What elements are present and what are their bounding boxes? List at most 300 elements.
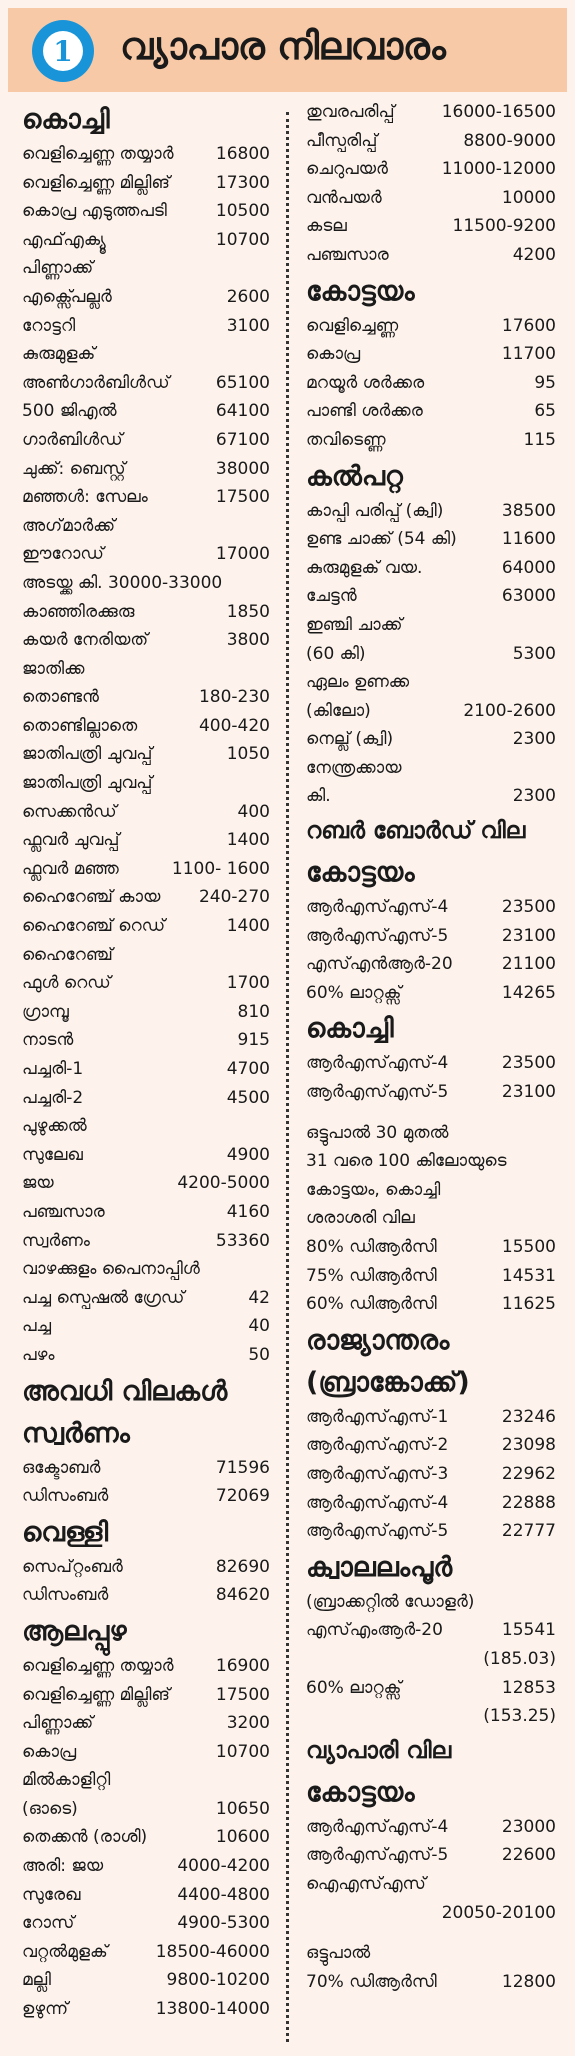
price-value: 10700 bbox=[215, 229, 270, 250]
price-row bbox=[22, 1198, 270, 1227]
price-value: 95 bbox=[534, 372, 556, 393]
price-row bbox=[306, 127, 556, 156]
price-label: കയർ നേരിയത് bbox=[22, 630, 149, 651]
price-value: 15500 bbox=[501, 1237, 556, 1257]
price-value: 64000 bbox=[501, 557, 556, 578]
price-list-bangkok bbox=[306, 1403, 556, 1546]
price-row bbox=[306, 155, 556, 184]
price-row bbox=[306, 640, 556, 669]
iss-label: ഐഎസ്എസ് bbox=[306, 1873, 426, 1894]
price-label: ഫ്ലവർ ചുവപ്പ് bbox=[22, 830, 120, 851]
price-label: കുരുമുളക് bbox=[22, 344, 96, 365]
price-row bbox=[22, 283, 270, 312]
price-label: കാഞ്ഞിരക്കുരു bbox=[22, 601, 135, 622]
price-label: സെപ്റ്റംബർ bbox=[22, 1556, 123, 1577]
price-label: സ്വർണം bbox=[22, 1230, 90, 1251]
price-value: 50 bbox=[248, 1344, 270, 1365]
price-value: 65100 bbox=[215, 372, 270, 393]
price-label: സുരേഖ bbox=[22, 1884, 81, 1905]
price-value: 915 bbox=[237, 1030, 270, 1051]
price-row bbox=[306, 893, 556, 922]
usd-value: (185.03) bbox=[483, 1648, 556, 1669]
price-value: 11600 bbox=[501, 529, 556, 550]
price-row bbox=[306, 426, 556, 455]
price-row bbox=[306, 1841, 556, 1870]
price-row bbox=[22, 1681, 270, 1710]
price-value: 63000 bbox=[501, 586, 556, 607]
price-label: അരി: ജയ bbox=[22, 1856, 104, 1877]
price-label: ആർഎസ്എസ്-4 bbox=[306, 1816, 449, 1837]
price-value: 12853 bbox=[501, 1677, 556, 1698]
price-label: ആർഎസ്എസ്-4 bbox=[306, 1053, 449, 1074]
section-title-rubber-kochi: കൊച്ചി bbox=[306, 1013, 394, 1045]
price-row bbox=[306, 754, 556, 783]
section-title-kochi: കൊച്ചി bbox=[22, 104, 110, 135]
price-label: ഡിസംബർ bbox=[22, 1585, 109, 1606]
price-label: ആർഎസ്എസ്-3 bbox=[306, 1463, 449, 1484]
price-value: 11500-9200 bbox=[452, 216, 556, 237]
price-row bbox=[22, 1766, 270, 1795]
price-label: മറയൂർ ശർക്കര bbox=[306, 372, 425, 393]
price-label: ആർഎസ്എസ്-4 bbox=[306, 1492, 449, 1513]
section-title-gold: സ്വർണം bbox=[22, 1417, 130, 1449]
price-value: 42 bbox=[248, 1287, 270, 1308]
price-value: 1700 bbox=[226, 973, 270, 994]
price-label: പിണ്ണാക്ക് bbox=[22, 258, 94, 279]
price-row bbox=[22, 397, 270, 426]
price-row bbox=[22, 769, 270, 798]
price-label: എക്സ്പെല്ലർ bbox=[22, 286, 112, 307]
price-list-kottayam bbox=[306, 312, 556, 455]
price-row bbox=[306, 98, 556, 127]
price-row bbox=[22, 1141, 270, 1170]
price-label: ആർഎസ്എസ്-5 bbox=[306, 1521, 449, 1542]
price-row bbox=[22, 426, 270, 455]
price-label: പഞ്ചസാര bbox=[306, 244, 389, 265]
price-value: 18500-46000 bbox=[155, 1941, 270, 1962]
price-value: 22962 bbox=[501, 1463, 556, 1484]
section-title-kottayam: കോട്ടയം bbox=[306, 275, 415, 307]
price-label: തവിടെണ്ണ bbox=[306, 429, 386, 450]
price-label: അഗ്‌മാർക്ക് bbox=[22, 515, 116, 536]
price-value: 10500 bbox=[215, 201, 270, 222]
price-row bbox=[306, 212, 556, 241]
price-row bbox=[22, 312, 270, 341]
price-row bbox=[22, 912, 270, 941]
price-row bbox=[22, 455, 270, 484]
price-row bbox=[306, 497, 556, 526]
note-line: 31 വരെ 100 കിലോയുടെ bbox=[306, 1151, 507, 1172]
price-row bbox=[306, 1049, 556, 1078]
price-value: 4160 bbox=[226, 1201, 270, 1222]
price-label: കൊപ്ര എടുത്തപടി bbox=[22, 201, 167, 222]
price-label: ചെറുപയർ bbox=[306, 159, 388, 180]
price-value: 64100 bbox=[215, 401, 270, 422]
price-row bbox=[22, 1823, 270, 1852]
left-column bbox=[22, 98, 270, 2024]
price-value: 67100 bbox=[215, 429, 270, 450]
price-row bbox=[22, 1795, 270, 1824]
price-label: പച്ചരി-2 bbox=[22, 1087, 84, 1108]
price-label: 80% ഡിആർസി bbox=[306, 1237, 437, 1257]
price-row bbox=[22, 569, 270, 598]
price-label: പച്ച bbox=[22, 1316, 52, 1337]
price-row bbox=[22, 140, 270, 169]
price-row bbox=[306, 1968, 556, 1997]
price-value: 17500 bbox=[215, 487, 270, 508]
price-label: ജാതിക്ക bbox=[22, 658, 85, 679]
price-row bbox=[22, 712, 270, 741]
price-label: റോട്ടറി bbox=[22, 315, 76, 336]
price-row bbox=[22, 798, 270, 827]
price-label: റോസ് bbox=[22, 1913, 75, 1934]
price-value: 22777 bbox=[501, 1521, 556, 1542]
price-row bbox=[306, 554, 556, 583]
price-row bbox=[306, 241, 556, 270]
price-value: 1050 bbox=[226, 744, 270, 765]
price-row bbox=[306, 1489, 556, 1518]
section-title-international: രാജ്യാന്തരം bbox=[306, 1324, 450, 1356]
price-value: 240-270 bbox=[198, 887, 270, 908]
price-label: പുഴുക്കൽ bbox=[22, 1116, 87, 1137]
price-label: ഏലം ഉണക്ക bbox=[306, 672, 410, 693]
page-number: 1 bbox=[43, 31, 83, 71]
price-value: 13800-14000 bbox=[155, 1999, 270, 2020]
price-row bbox=[22, 826, 270, 855]
price-value: 22600 bbox=[501, 1845, 556, 1866]
price-value: 11625 bbox=[501, 1294, 556, 1315]
price-label: കൊപ്ര bbox=[22, 1741, 77, 1762]
price-label: ഉഴുന്ന് bbox=[22, 1999, 69, 2020]
price-row bbox=[22, 969, 270, 998]
price-row bbox=[306, 1460, 556, 1489]
price-label: ചുക്ക്: ബെസ്റ്റ് bbox=[22, 458, 126, 479]
price-value: 10000 bbox=[501, 187, 556, 208]
price-label: ഡിസംബർ bbox=[22, 1486, 109, 1507]
price-row bbox=[306, 1233, 556, 1262]
price-row bbox=[306, 668, 556, 697]
page-number-badge bbox=[32, 20, 94, 82]
price-value: 8800-9000 bbox=[463, 130, 556, 151]
price-label: പിണ്ണാക്ക് bbox=[22, 1713, 94, 1734]
price-row bbox=[22, 941, 270, 970]
price-label: വെളിച്ചെണ്ണ തയ്യാർ bbox=[22, 1655, 174, 1676]
price-value: 40 bbox=[248, 1316, 270, 1337]
price-row bbox=[22, 1938, 270, 1967]
price-list-alappuzha bbox=[22, 1652, 270, 2024]
price-label: നേന്ത്രക്കായ bbox=[306, 757, 402, 778]
price-label: കി. bbox=[306, 786, 331, 807]
price-row bbox=[22, 1709, 270, 1738]
price-value: 23098 bbox=[501, 1435, 556, 1456]
price-row bbox=[22, 1553, 270, 1582]
price-label: മിൽകാളിറ്റി bbox=[22, 1770, 111, 1791]
price-value: 22888 bbox=[501, 1492, 556, 1513]
price-row bbox=[306, 922, 556, 951]
section-title-silver: വെള്ളി bbox=[22, 1516, 109, 1548]
section-title-trader-price: വ്യാപാരി വില bbox=[306, 1737, 452, 1764]
section-title-rubber-kottayam: കോട്ടയം bbox=[306, 857, 415, 889]
price-row bbox=[306, 312, 556, 341]
price-row bbox=[22, 598, 270, 627]
price-value: 4500 bbox=[226, 1087, 270, 1108]
price-row bbox=[306, 1290, 556, 1319]
price-row bbox=[22, 483, 270, 512]
price-row bbox=[306, 1813, 556, 1842]
page-header bbox=[8, 8, 567, 92]
price-value: 16800 bbox=[215, 144, 270, 164]
price-value: 14265 bbox=[501, 982, 556, 1003]
price-label: 60% ലാറ്റക്സ് bbox=[306, 982, 402, 1003]
price-label: മല്ലി bbox=[22, 1970, 51, 1991]
price-value: 4400-4800 bbox=[177, 1884, 270, 1905]
price-label: ഫ്ലവർ മഞ്ഞ bbox=[22, 858, 119, 879]
price-label: സുലേഖ bbox=[22, 1144, 83, 1165]
price-row bbox=[22, 1738, 270, 1767]
price-label: കാപ്പി പരിപ്പ് (ക്വി) bbox=[306, 500, 444, 521]
price-row bbox=[22, 626, 270, 655]
page-title: വ്യാപാര നിലവാരം bbox=[120, 24, 446, 68]
price-row bbox=[22, 1995, 270, 2024]
price-value: 4200-5000 bbox=[177, 1173, 270, 1194]
price-row bbox=[306, 1262, 556, 1291]
price-row bbox=[306, 1674, 556, 1703]
spacer bbox=[306, 1927, 556, 1939]
price-label: ഹൈറേഞ്ച് bbox=[22, 944, 113, 965]
price-row bbox=[22, 998, 270, 1027]
price-label: ജാതിപത്രി ചുവപ്പ് bbox=[22, 773, 153, 794]
price-value: 17000 bbox=[215, 544, 270, 565]
price-value: 38000 bbox=[215, 458, 270, 479]
price-value: 53360 bbox=[215, 1230, 270, 1251]
usd-value: (153.25) bbox=[483, 1706, 556, 1727]
price-value: 115 bbox=[523, 429, 556, 450]
price-list-rubber-kochi bbox=[306, 1049, 556, 1106]
price-list-silver bbox=[22, 1553, 270, 1610]
price-value: 2300 bbox=[512, 786, 556, 807]
price-label: 60% ലാറ്റക്സ് bbox=[306, 1677, 402, 1698]
price-value: 17300 bbox=[215, 172, 270, 193]
price-value: 810 bbox=[237, 1001, 270, 1022]
price-value: 12800 bbox=[501, 1971, 556, 1992]
price-list-kochi-continued bbox=[306, 98, 556, 270]
price-row bbox=[306, 782, 556, 811]
price-label: നാടൻ bbox=[22, 1030, 74, 1051]
price-label: വൻപയർ bbox=[306, 187, 382, 208]
price-row bbox=[306, 397, 556, 426]
price-row bbox=[22, 1255, 270, 1284]
column-divider bbox=[286, 112, 289, 2042]
price-list-ottupal bbox=[306, 1233, 556, 1319]
price-label: ഹൈറേഞ്ച് കായ bbox=[22, 887, 161, 908]
price-value: 16000-16500 bbox=[441, 102, 556, 122]
price-value: 4900-5300 bbox=[177, 1913, 270, 1934]
price-row bbox=[306, 369, 556, 398]
price-label: കൊപ്ര bbox=[306, 344, 361, 365]
price-value: 10700 bbox=[215, 1741, 270, 1762]
price-label: തൊണ്ടില്ലാതെ bbox=[22, 715, 138, 736]
price-label: ഈറോഡ് bbox=[22, 544, 104, 565]
price-row bbox=[22, 1966, 270, 1995]
price-value: 3800 bbox=[226, 630, 270, 651]
price-row bbox=[22, 1652, 270, 1681]
section-title-bangkok: (ബ്രാങ്കോക്ക്) bbox=[306, 1366, 470, 1398]
price-label: 75% ഡിആർസി bbox=[306, 1265, 437, 1286]
price-list-gold bbox=[22, 1454, 270, 1511]
price-row bbox=[306, 582, 556, 611]
price-value: 82690 bbox=[215, 1556, 270, 1577]
price-value: 23500 bbox=[501, 897, 556, 918]
price-label: ആർഎസ്എസ്-5 bbox=[306, 1082, 449, 1103]
price-label: എസ്എംആർ-20 bbox=[306, 1620, 443, 1641]
price-label: എസ്എൻആർ-20 bbox=[306, 954, 453, 975]
price-row bbox=[22, 1341, 270, 1370]
price-label: (ഓടെ) bbox=[22, 1798, 78, 1819]
price-value: 38500 bbox=[501, 500, 556, 521]
price-row bbox=[306, 1431, 556, 1460]
note-line: ഒട്ടുപാൽ 30 മുതൽ bbox=[306, 1122, 449, 1143]
price-label: ഉണ്ട ചാക്ക് (54 കി) bbox=[306, 529, 457, 550]
price-value: 10650 bbox=[215, 1798, 270, 1819]
price-row bbox=[306, 184, 556, 213]
price-row bbox=[22, 1084, 270, 1113]
price-label: 70% ഡിആർസി bbox=[306, 1971, 437, 1992]
price-row bbox=[306, 697, 556, 726]
price-row bbox=[306, 525, 556, 554]
price-row bbox=[306, 1517, 556, 1546]
section-title-alappuzha: ആലപ്പുഴ bbox=[22, 1615, 127, 1647]
price-value: 400-420 bbox=[198, 715, 270, 736]
price-value: 71596 bbox=[215, 1457, 270, 1478]
price-row bbox=[22, 1909, 270, 1938]
price-row bbox=[22, 1055, 270, 1084]
section-title-futures: അവധി വിലകൾ bbox=[22, 1375, 228, 1407]
price-label: നെല്ല് (ക്വി) bbox=[306, 729, 394, 750]
price-row bbox=[22, 1169, 270, 1198]
price-value: 2300 bbox=[512, 729, 556, 750]
price-value: 17600 bbox=[501, 315, 556, 336]
price-list-trader-kottayam bbox=[306, 1813, 556, 1870]
price-label: പീസ്പരിപ്പ് bbox=[306, 130, 378, 151]
price-row bbox=[22, 1227, 270, 1256]
price-label: വാഴക്കുളം പൈനാപ്പിൾ bbox=[22, 1259, 200, 1280]
price-row bbox=[22, 1581, 270, 1610]
price-value: 14531 bbox=[501, 1265, 556, 1286]
price-row bbox=[22, 369, 270, 398]
price-value: 84620 bbox=[215, 1585, 270, 1606]
price-value: 17500 bbox=[215, 1684, 270, 1705]
right-column bbox=[306, 98, 556, 1996]
price-list-kochi bbox=[22, 140, 270, 1370]
price-row bbox=[22, 683, 270, 712]
price-label: പച്ച സ്പെഷൽ ഗ്രേഡ് bbox=[22, 1287, 185, 1308]
price-row bbox=[22, 1112, 270, 1141]
price-row bbox=[22, 1482, 270, 1511]
price-label: 500 ജിഎൽ bbox=[22, 401, 117, 422]
price-row bbox=[306, 1616, 556, 1645]
price-label: പാണ്ടി ശർക്കര bbox=[306, 401, 423, 422]
price-row bbox=[22, 512, 270, 541]
section-title-rubber-board: റബർ ബോർഡ് വില bbox=[306, 818, 526, 845]
price-value: 1400 bbox=[226, 830, 270, 851]
price-value: 3100 bbox=[226, 315, 270, 336]
price-value: 23500 bbox=[501, 1053, 556, 1074]
price-value: 15541 bbox=[501, 1620, 556, 1641]
price-label: ആർഎസ്എസ്-1 bbox=[306, 1406, 449, 1427]
price-label: (കിലോ) bbox=[306, 700, 371, 721]
kl-currency-note: (ബ്രാക്കറ്റിൽ ഡോളർ) bbox=[306, 1591, 475, 1612]
price-label: എഫ്എക്യൂ bbox=[22, 229, 106, 250]
price-list-kalpetta bbox=[306, 497, 556, 812]
spacer bbox=[306, 1107, 556, 1119]
price-row bbox=[306, 611, 556, 640]
price-row bbox=[22, 197, 270, 226]
price-row bbox=[22, 883, 270, 912]
price-value: 400 bbox=[237, 801, 270, 822]
section-title-trader-kottayam: കോട്ടയം bbox=[306, 1776, 415, 1808]
price-value: 1100- 1600 bbox=[171, 858, 270, 879]
price-value: 1400 bbox=[226, 916, 270, 937]
price-row bbox=[22, 1284, 270, 1313]
price-label: ആർഎസ്എസ്-5 bbox=[306, 925, 449, 946]
price-label: ആർഎസ്എസ്-5 bbox=[306, 1845, 449, 1866]
price-label: ജയ bbox=[22, 1173, 54, 1194]
note-line: ശരാശരി വില bbox=[306, 1208, 415, 1229]
price-value: 23100 bbox=[501, 925, 556, 946]
price-label: മഞ്ഞൾ: സേലം bbox=[22, 487, 148, 508]
price-value: 23246 bbox=[501, 1406, 556, 1427]
price-label: ഫുൾ റെഡ് bbox=[22, 973, 111, 994]
price-value: 5300 bbox=[512, 643, 556, 664]
price-row bbox=[306, 1403, 556, 1432]
price-value: 11700 bbox=[501, 344, 556, 365]
price-label: ഹൈറേഞ്ച് റെഡ് bbox=[22, 916, 166, 937]
price-row bbox=[22, 226, 270, 255]
price-label: ഗാർബിൾഡ് bbox=[22, 429, 123, 450]
price-value: 1850 bbox=[226, 601, 270, 622]
price-label: വെളിച്ചെണ്ണ മില്ലിങ് bbox=[22, 1684, 170, 1705]
price-value: 10600 bbox=[215, 1827, 270, 1848]
price-row bbox=[22, 1881, 270, 1910]
price-value: 72069 bbox=[215, 1486, 270, 1507]
ottupal-label: ഒട്ടുപാൽ bbox=[306, 1943, 371, 1964]
price-value: 4200 bbox=[512, 244, 556, 265]
price-label: വെളിച്ചെണ്ണ തയ്യാർ bbox=[22, 144, 174, 164]
price-row bbox=[306, 950, 556, 979]
price-row bbox=[22, 1454, 270, 1483]
price-row bbox=[22, 855, 270, 884]
price-row bbox=[306, 340, 556, 369]
price-value: 2100-2600 bbox=[463, 700, 556, 721]
price-label: ആർഎസ്എസ്-2 bbox=[306, 1435, 449, 1456]
price-label: പഴം bbox=[22, 1344, 55, 1365]
price-label: കടല bbox=[306, 216, 347, 237]
price-row bbox=[22, 740, 270, 769]
price-row bbox=[22, 254, 270, 283]
price-row bbox=[22, 1852, 270, 1881]
price-value: 16900 bbox=[215, 1655, 270, 1676]
price-label: കുരുമുളക് വയ. bbox=[306, 557, 423, 578]
price-label: വെളിച്ചെണ്ണ bbox=[306, 315, 399, 336]
price-label: വെളിച്ചെണ്ണ മില്ലിങ് bbox=[22, 172, 170, 193]
price-label: പഞ്ചസാര bbox=[22, 1201, 105, 1222]
price-value: 11000-12000 bbox=[441, 159, 556, 180]
price-row bbox=[306, 979, 556, 1008]
price-value: 180-230 bbox=[198, 687, 270, 708]
price-value: 21100 bbox=[501, 954, 556, 975]
ottupal-note bbox=[306, 1119, 556, 1233]
price-row bbox=[22, 655, 270, 684]
